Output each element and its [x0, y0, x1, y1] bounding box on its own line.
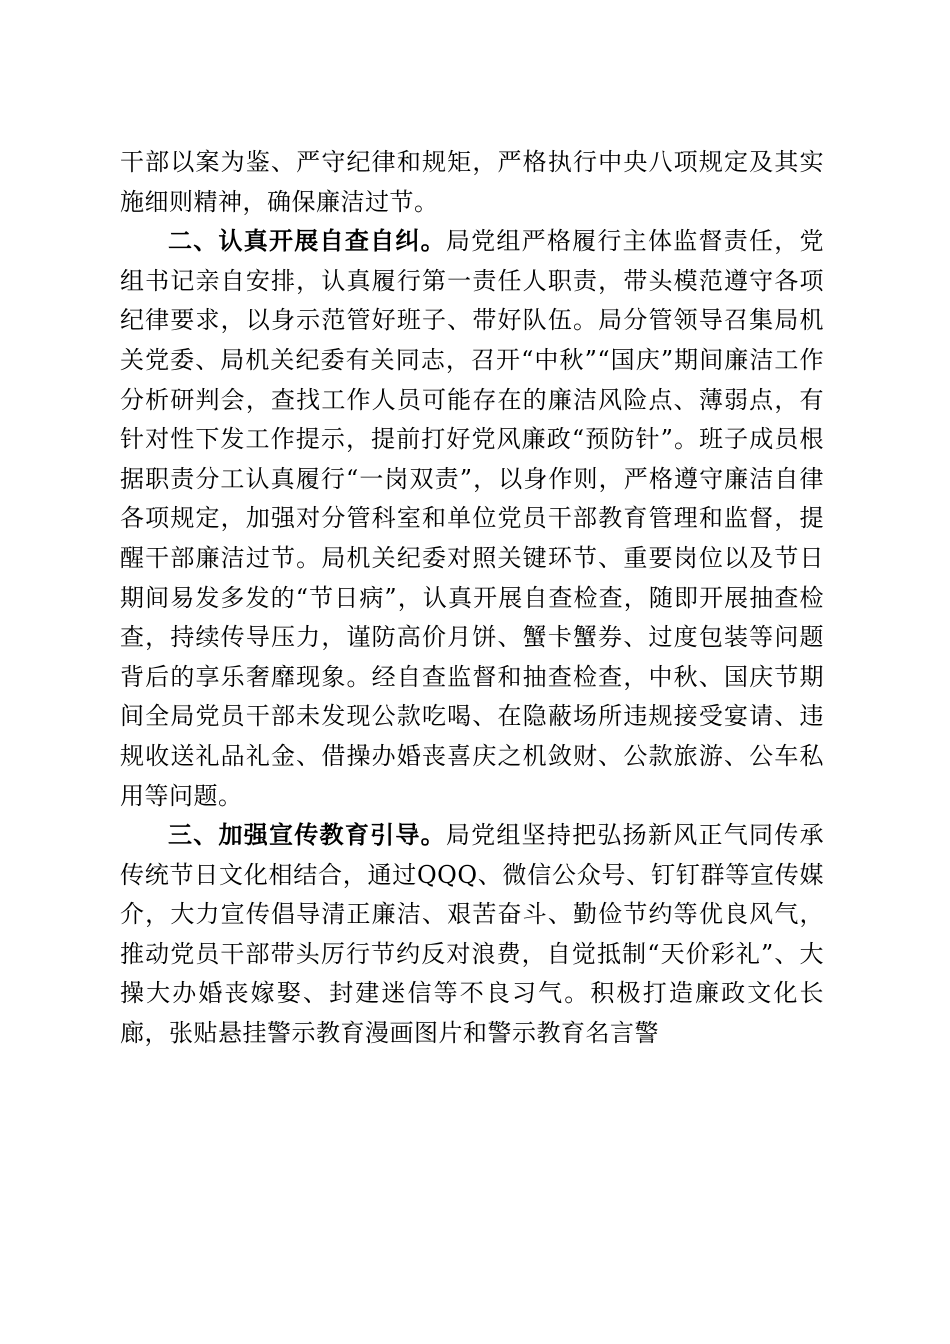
- section-heading: 二、认真开展自查自纠。: [168, 227, 446, 256]
- paragraph-body: 干部以案为鉴、严守纪律和规矩，严格执行中央八项规定及其实施细则精神，确保廉洁过节。: [120, 148, 824, 216]
- paragraph-self-inspection: [120, 222, 824, 816]
- paragraph-publicity-education: [120, 816, 824, 1054]
- section-heading: 三、加强宣传教育引导。: [168, 821, 446, 850]
- paragraph-continuation: [120, 143, 824, 222]
- document-page: [120, 143, 824, 1054]
- paragraph-body: 局党组严格履行主体监督责任，党组书记亲自安排，认真履行第一责任人职责，带头模范遵守各项纪律要求，以身示范管好班子、带好队伍。局分管领导召集局机关党委、局机关纪委有关同志，召开“中秋”“国庆”期间廉洁工作分析研判会，查找工作人员可能存在的廉洁风险点、薄弱点，有针对性下发工作提示，提前打好党风廉政“预防针”。班子成员根据职责分工认真履行“一岗双责”，以身作则，严格遵守廉洁自律各项规定，加强对分管科室和单位党员干部教育管理和监督，提醒干部廉洁过节。局机关纪委对照关键环节、重要岗位以及节日期间易发多发的“节日病”，认真开展自查检查，随即开展抽查检查，持续传导压力，谨防高价月饼、蟹卡蟹券、过度包装等问题背后的享乐奢靡现象。经自查监督和抽查检查，中秋、国庆节期间全局党员干部未发现公款吃喝、在隐蔽场所违规接受宴请、违规收送礼品礼金、借操办婚丧喜庆之机敛财、公款旅游、公车私用等问题。: [120, 227, 824, 810]
- paragraph-body: 局党组坚持把弘扬新风正气同传承传统节日文化相结合，通过QQQ、微信公众号、钉钉群等宣传媒介，大力宣传倡导清正廉洁、艰苦奋斗、勤俭节约等优良风气，推动党员干部带头厉行节约反对浪费，自觉抵制“天价彩礼”、大操大办婚丧嫁娶、封建迷信等不良习气。积极打造廉政文化长廊，张贴悬挂警示教育漫画图片和警示教育名言警: [120, 821, 824, 1048]
